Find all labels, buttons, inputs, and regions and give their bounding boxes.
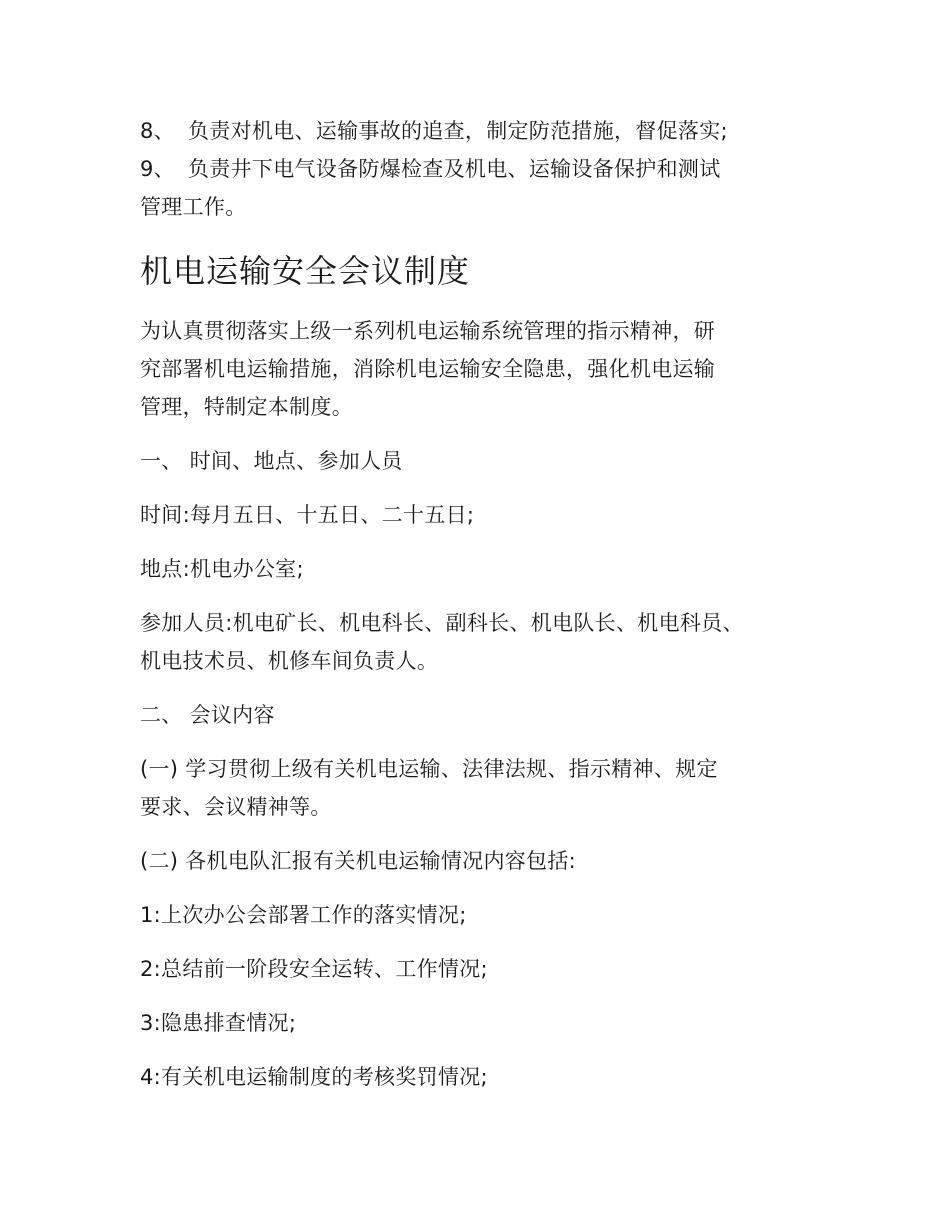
- list-number: 8、: [140, 119, 175, 143]
- list-number: 9、: [140, 157, 175, 181]
- paragraph-line: 管理，特制定本制度。: [140, 395, 353, 419]
- attendees-paragraph: [140, 604, 830, 680]
- document-page: [140, 112, 830, 1112]
- list-text: 负责对机电、运输事故的追查，制定防范措施，督促落实;: [188, 119, 728, 143]
- time-line: 时间:每月五日、十五日、二十五日;: [140, 503, 475, 527]
- part2-heading: 二、 会议内容: [140, 703, 275, 727]
- part1-heading: 一、 时间、地点、参加人员: [140, 449, 403, 473]
- place-line: 地点:机电办公室;: [140, 557, 304, 581]
- paragraph-line: 为认真贯彻落实上级一系列机电运输系统管理的指示精神，研: [140, 319, 716, 343]
- report-item: 2:总结前一阶段安全运转、工作情况;: [140, 957, 488, 981]
- report-item: 1:上次办公会部署工作的落实情况;: [140, 903, 467, 927]
- content1-paragraph: [140, 750, 830, 826]
- list-text: 负责井下电气设备防爆检查及机电、运输设备保护和测试: [188, 157, 721, 181]
- list-item-9: [140, 150, 830, 188]
- content2-line: (二) 各机电队汇报有关机电运输情况内容包括:: [140, 849, 577, 873]
- list-item-9-continuation: 管理工作。: [140, 195, 247, 219]
- paragraph-line: 参加人员:机电矿长、机电科长、副科长、机电队长、机电科员、: [140, 611, 744, 635]
- paragraph-line: 究部署机电运输措施，消除机电运输安全隐患，强化机电运输: [140, 357, 716, 381]
- report-item: 4:有关机电运输制度的考核奖罚情况;: [140, 1065, 488, 1089]
- paragraph-line: 机电技术员、机修车间负责人。: [140, 649, 439, 673]
- section-title: 机电运输安全会议制度: [140, 252, 471, 290]
- report-item: 3:隐患排查情况;: [140, 1011, 297, 1035]
- paragraph-line: (一) 学习贯彻上级有关机电运输、法律法规、指示精神、规定: [140, 757, 718, 781]
- intro-paragraph: [140, 312, 830, 426]
- paragraph-line: 要求、会议精神等。: [140, 795, 332, 819]
- list-item-8: [140, 112, 830, 150]
